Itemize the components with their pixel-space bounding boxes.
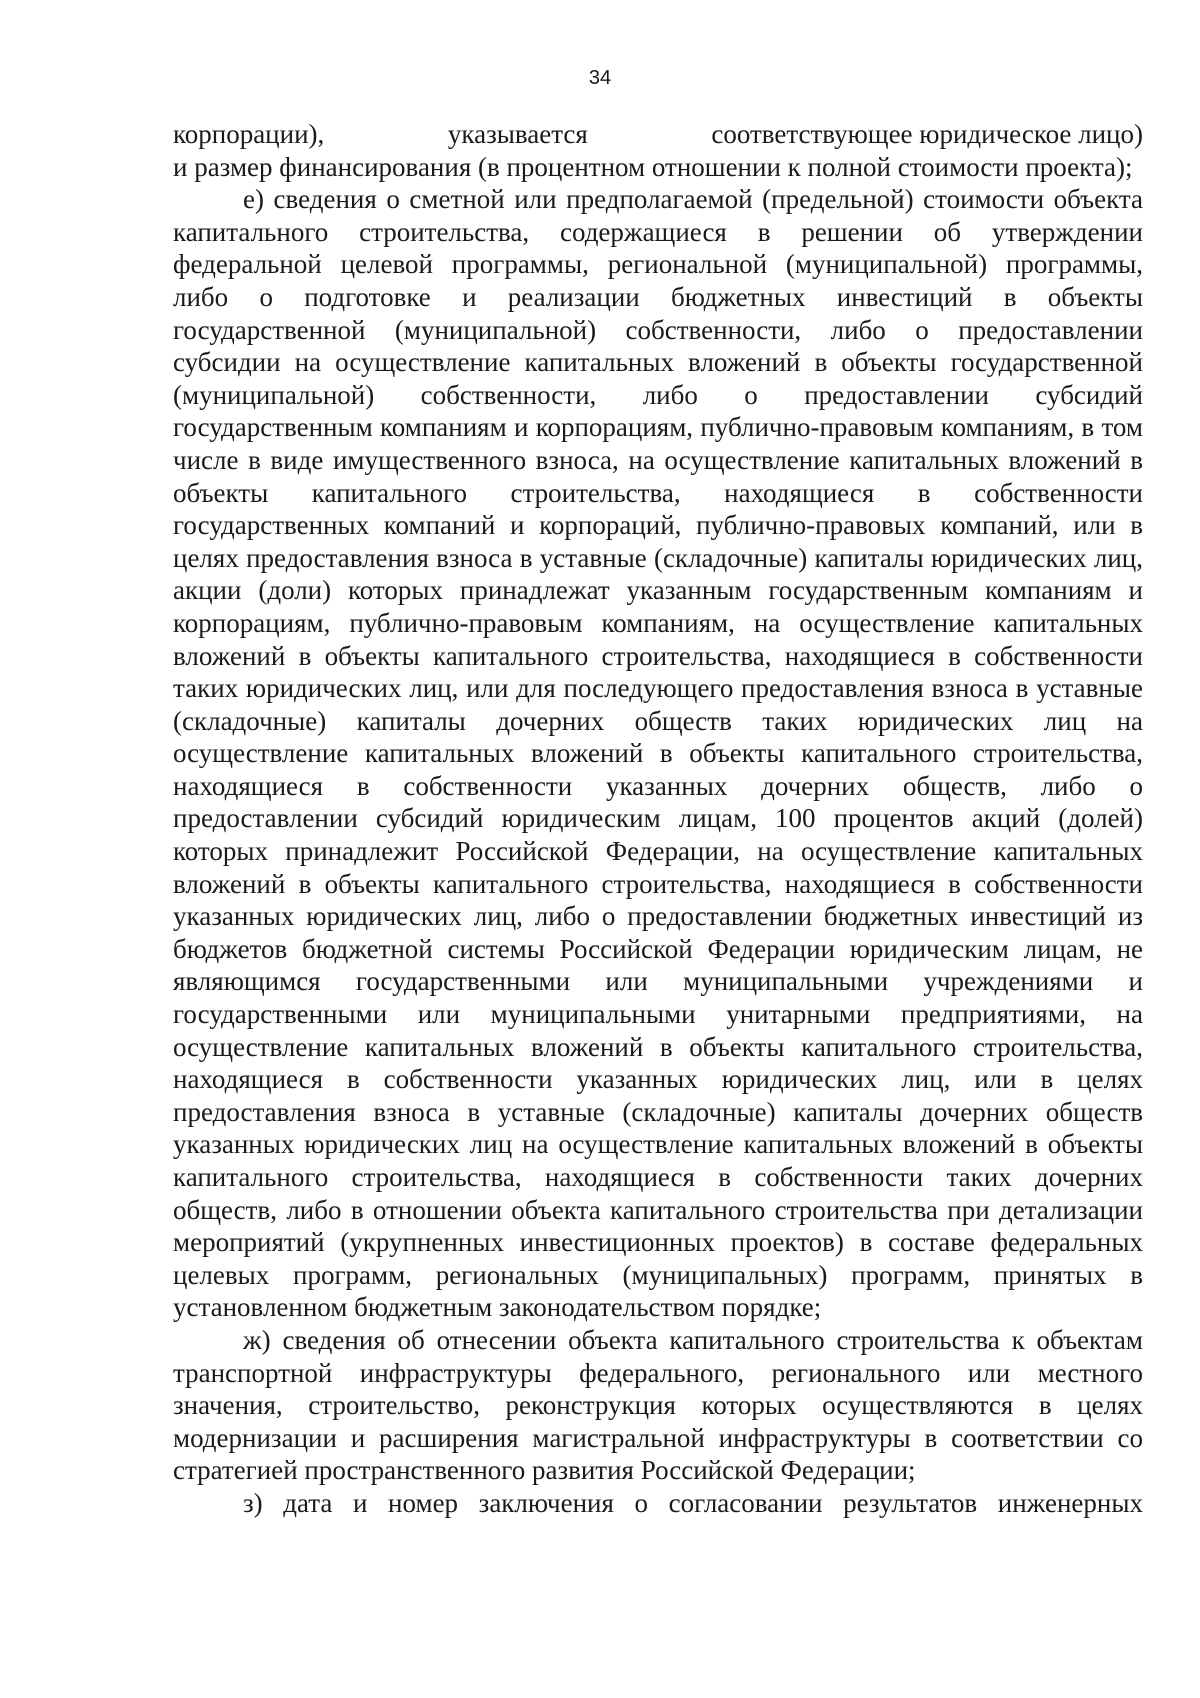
- continuation-word: корпорации),: [173, 119, 325, 149]
- continuation-first-line: [173, 118, 1143, 151]
- page-number: 34: [588, 67, 612, 89]
- paragraph-z: з) дата и номер заключения о согласовании результатов инженерных: [243, 1487, 1143, 1518]
- document-body: [173, 118, 1143, 1520]
- continuation-paragraph: и размер финансирования (в процентном отношении к полной стоимости проекта);: [173, 151, 1133, 182]
- paragraph-e: е) сведения о сметной или предполагаемой (предельной) стоимости объекта капитального строительства, содержащиеся в решении об утверждении федеральной целевой программы, региональной (муниципальной) программы, либо о подготовке и реализации бюджетных инвестиций в объекты государственной (муниципальной) собственности, либо о предоставлении субсидии на осуществление капитальных вложений в объекты государственной (муниципальной) собственности, либо о предоставлении субсидий государственным компаниям и корпорациям, публично-правовым компаниям, в том числе в виде имущественного взноса, на осуществление капитальных вложений в объекты капитального строительства, находящиеся в собственности государственных компаний и корпораций, публично-правовых компаний, или в целях предоставления взноса в уставные (складочные) капиталы юридических лиц, акции (доли) которых принадлежат указанным государственным компаниям и корпорациям, публично-правовым компаниям, на осуществление капитальных вложений в объекты капитального строительства, находящиеся в собственности таких юридических лиц, или для последующего предоставления взноса в уставные (складочные) капиталы дочерних обществ таких юридических лиц на осуществление капитальных вложений в объекты капитального строительства, находящиеся в собственности указанных дочерних обществ, либо о предоставлении субсидий юридическим лицам, 100 процентов акций (долей) которых принадлежит Российской Федерации, на осуществление капитальных вложений в объекты капитального строительства, находящиеся в собственности указанных юридических лиц, либо о предоставлении бюджетных инвестиций из бюджетов бюджетной системы Российской Федерации юридическим лицам, не являющимся государственными или муниципальными учреждениями и государственными или муниципальными унитарными предприятиями, на осуществление капитальных вложений в объекты капитального строительства, находящиеся в собственности указанных юридических лиц, или в целях предоставления взноса в уставные (складочные) капиталы дочерних обществ указанных юридических лиц на осуществление капитальных вложений в объекты капитального строительства, находящиеся в собственности таких дочерних обществ, либо в отношении объекта капитального строительства при детализации мероприятий (укрупненных инвестиционных проектов) в составе федеральных целевых программ, региональных (муниципальных) программ, принятых в установленном бюджетным законодательством порядке;: [173, 184, 1143, 1323]
- paragraph-zh: ж) сведения об отнесении объекта капитального строительства к объектам транспортной инфраструктуры федерального, регионального или местного значения, строительство, реконструкция которых осуществляются в целях модернизации и расширения магистральной инфраструктуры в соответствии со стратегией пространственного развития Российской Федерации;: [173, 1324, 1143, 1486]
- continuation-word: соответствующее юридическое лицо): [711, 119, 1143, 149]
- continuation-word: указывается: [447, 119, 588, 149]
